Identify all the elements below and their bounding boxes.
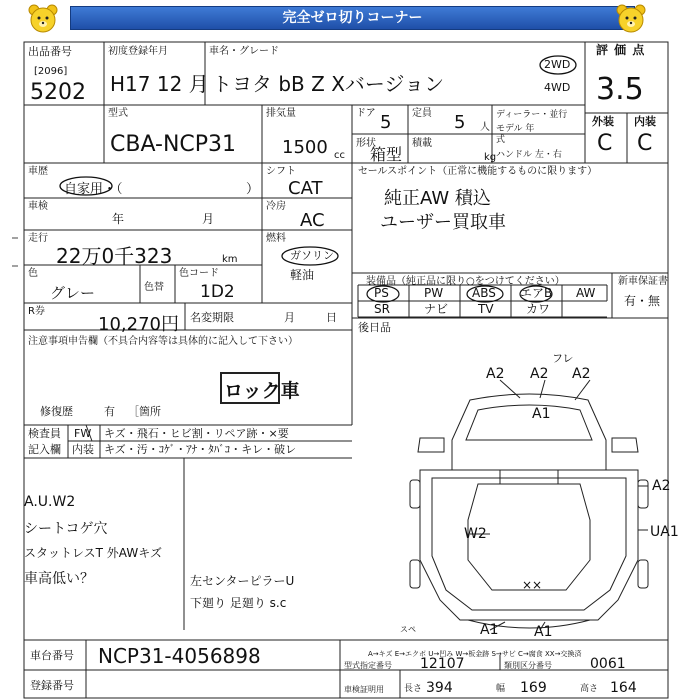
inspector-label-1: 検査員 (28, 427, 61, 440)
cooler-label: 冷房 (266, 201, 286, 212)
mark-fure: フレ (552, 352, 574, 365)
drive-2wd: 2WD (544, 58, 571, 71)
fw-items: キズ・飛石・ヒビ割・リペア跡・×要 (104, 427, 289, 440)
equip-navi: ナビ (424, 302, 449, 316)
displacement-label: 排気量 (266, 108, 296, 119)
lot-label: 出品番号 (28, 45, 72, 58)
shape-label: 形状 (356, 138, 376, 149)
mark-xx: ×× (522, 578, 543, 592)
dealer-label: ディーラー・並行 (496, 110, 568, 120)
mark-spare: スペ (400, 625, 416, 634)
int-value: C (637, 131, 653, 156)
mark-a1-top: A1 (532, 406, 551, 422)
inspector-note-2: シートコゲ穴 (24, 521, 108, 537)
displacement-unit: cc (334, 150, 345, 161)
warranty-value: 有・無 (624, 294, 661, 308)
model-year-label: モデル 年式 (496, 124, 535, 145)
inspector-note-6: 下廻り 足廻り s.c (190, 596, 287, 610)
color-change-label: 色替 (144, 282, 164, 293)
dims-hgt-label: 高さ (580, 684, 599, 694)
mark-a1-rear-2: A1 (534, 624, 553, 640)
cooler-value: AC (300, 210, 325, 231)
usage-value: 自家用・（ (64, 182, 123, 197)
recycle-value: 10,270円 (98, 314, 179, 335)
grade-score-value: 3.5 (596, 72, 644, 107)
int-label: 内装 (634, 115, 656, 128)
inspector-note-1: A.U.W2 (24, 494, 76, 510)
chassis-value: NCP31-4056898 (98, 644, 261, 668)
inspector-note-5: 左センターピラーU (190, 574, 295, 588)
type-designation-label: 型式指定番号 (344, 661, 392, 670)
notes-value: ロック車 (224, 380, 300, 402)
int-label-small: 内装 (72, 443, 94, 456)
load-unit: kg (484, 152, 497, 163)
color-code-value: 1D2 (200, 282, 235, 302)
class-value: 0061 (590, 656, 626, 672)
repair-label: 修復歴 (40, 405, 73, 418)
model-name-value: トヨタ bB Z Xバージョン (212, 72, 445, 96)
dims-len-label: 長さ (404, 684, 423, 694)
doors-label: ドア (356, 108, 376, 119)
dims-hgt-value: 164 (610, 680, 637, 696)
color-label: 色 (28, 268, 38, 279)
notes-label: 注意事項申告欄（不具合内容等は具体的に記入して下さい） (28, 336, 298, 347)
seats-unit: 人 (480, 122, 490, 133)
recycle-label: R券 (28, 306, 45, 317)
color-code-label: 色コード (179, 268, 219, 279)
inspector-label-2: 記入欄 (28, 443, 61, 456)
type-designation-value: 12107 (420, 656, 465, 672)
repair-place: ［箇所 (128, 405, 161, 418)
mark-ua1: UA1 (650, 524, 679, 540)
equip-tv: TV (478, 302, 494, 316)
model-name-label: 車名・グレード (209, 46, 279, 57)
dims-wid-value: 169 (520, 680, 547, 696)
lot-number: 5202 (30, 80, 86, 105)
doors-value: 5 (380, 112, 392, 133)
chassis-label: 車台番号 (30, 649, 74, 662)
equip-abs: ABS (472, 286, 496, 300)
drive-4wd: 4WD (544, 81, 571, 94)
equip-leather: カワ (526, 302, 551, 316)
equip-pw: PW (424, 286, 444, 300)
sales-point-line-2: ユーザー買取車 (380, 212, 506, 233)
class-label: 類別区分番号 (504, 661, 552, 670)
mark-a1-rear-1: A1 (480, 622, 499, 638)
drive-box (536, 54, 580, 98)
seats-value: 5 (454, 112, 466, 133)
equip-sr: SR (374, 302, 390, 316)
dims-wid-label: 幅 (496, 684, 506, 694)
dims-label: 車検証明用 (344, 685, 384, 694)
first-reg-value: H17 12 月 (110, 72, 209, 96)
shift-label: シフト (266, 166, 296, 177)
shift-value: CAT (288, 178, 323, 199)
handle-label: ハンドル 左・右 (496, 150, 562, 160)
ext-value: C (597, 131, 613, 156)
equip-airbag: エアB (520, 286, 553, 300)
mileage-value: 22万0千323 (56, 244, 173, 268)
sales-point-line-1: 純正AW 積込 (384, 188, 491, 209)
inspection-label: 車検 (28, 201, 48, 212)
ext-label: 外装 (592, 115, 614, 128)
equip-ps: PS (374, 286, 389, 300)
fw-label: FW (74, 427, 92, 440)
load-label: 積載 (412, 138, 432, 149)
mark-a2-3: A2 (572, 366, 591, 382)
first-reg-label: 初度登録年月 (108, 46, 168, 57)
in-items: キズ・汚・ｺｹﾞ・ｱﾅ・ﾀﾊﾞｺ・キレ・破レ (104, 443, 297, 456)
rear-seat-label: 後日品 (358, 321, 391, 334)
fuel-option-diesel: 軽油 (290, 268, 315, 282)
equip-aw: AW (576, 286, 596, 300)
lot-sub-number: [2096] (34, 66, 68, 77)
mileage-unit: km (222, 254, 238, 265)
seats-label: 定員 (412, 108, 432, 119)
inspection-month: 月 (202, 212, 215, 226)
name-change-month: 月 (284, 311, 295, 324)
usage-label: 車歴 (28, 166, 48, 177)
mark-w2: W2 (464, 526, 487, 542)
inspector-note-4: 車高低い？ (24, 571, 94, 587)
inspector-note-3: スタットレスT 外AWキズ (24, 546, 162, 560)
grade-score-label: 評 価 点 (596, 43, 646, 57)
name-change-day: 日 (326, 311, 337, 324)
mileage-label: 走行 (28, 233, 48, 244)
warranty-label: 新車保証書 (618, 276, 668, 287)
usage-close: ） (246, 182, 260, 197)
mark-a2-right: A2 (652, 478, 671, 494)
displacement-value: 1500 (282, 137, 328, 158)
type-code-label: 型式 (108, 108, 128, 119)
shape-value: 箱型 (370, 145, 403, 164)
dims-len-value: 394 (426, 680, 453, 696)
sales-point-label: セールスポイント（正常に機能するものに限ります） (358, 166, 598, 177)
mark-a2-2: A2 (530, 366, 549, 382)
legend-text: A→キズ E→エクボ U→凹み W→板金跡 S→サビ C→腐食 XX→交換済 (368, 650, 582, 658)
banner-title: 完全ゼロ切りコーナー (282, 10, 423, 26)
equipment-label: 装備品（純正品に限り○をつけてください） (366, 276, 565, 287)
inspection-year: 年 (112, 212, 125, 226)
name-change-label: 名変期限 (190, 311, 234, 324)
type-code-value: CBA-NCP31 (110, 132, 237, 157)
color-value: グレー (50, 284, 96, 302)
fuel-option-gasoline: ガソリン (290, 249, 334, 262)
reg-no-label: 登録番号 (30, 679, 74, 692)
mark-a2-1: A2 (486, 366, 505, 382)
repair-yes: 有 (104, 405, 115, 418)
fuel-label: 燃料 (266, 233, 286, 244)
